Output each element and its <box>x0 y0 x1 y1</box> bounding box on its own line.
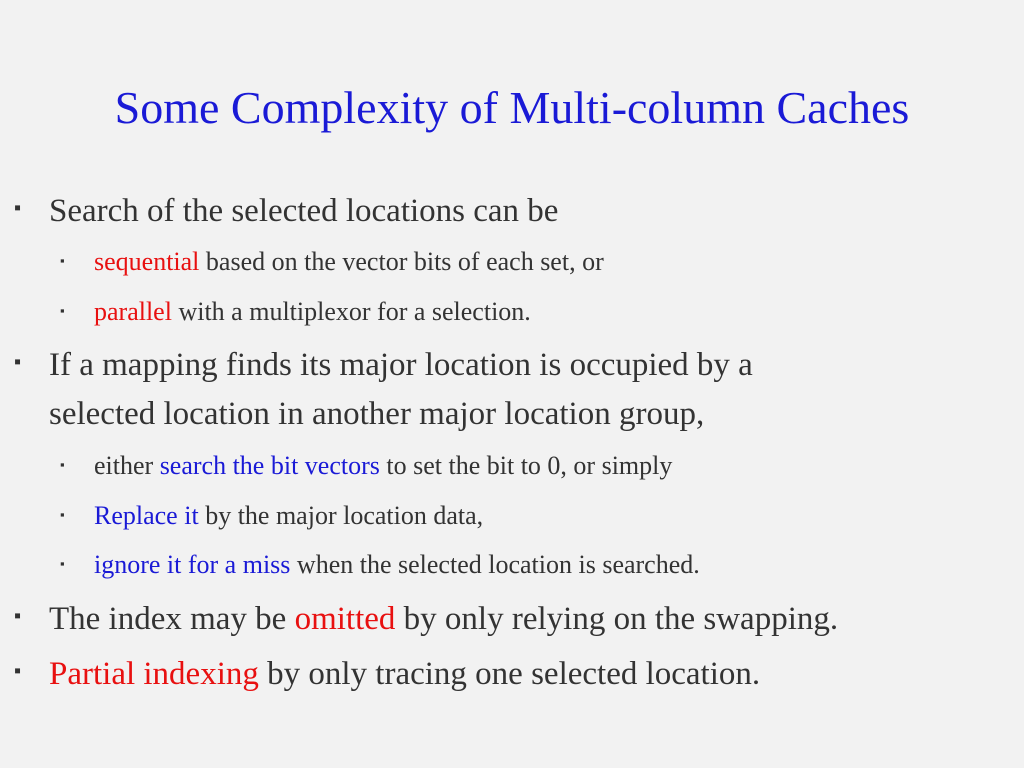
bullet-marker: ▪ <box>14 197 22 219</box>
bullet-marker: ▪ <box>14 660 22 682</box>
emphasis-red-text: sequential <box>94 247 200 276</box>
sub-bullet-text: with a multiplexor for a selection. <box>171 297 531 326</box>
bullet-partial-indexing <box>49 651 760 697</box>
emphasis-blue-text: search the bit vectors <box>159 451 380 480</box>
bullet-mapping-line-1: If a mapping finds its major location is occupied by a <box>49 347 753 383</box>
sub-bullet-ignore-it <box>94 548 700 582</box>
slide-title: Some Complexity of Multi-column Caches <box>114 82 910 133</box>
bullet-marker: ▪ <box>14 605 22 627</box>
bullet-index-omitted <box>49 596 838 642</box>
bullet-text: The index may be <box>49 601 295 637</box>
sub-bullet-text: by the major location data, <box>198 501 484 530</box>
bullet-text: by only relying on the swapping. <box>395 601 839 637</box>
sub-bullet-marker: ▪ <box>60 457 65 472</box>
emphasis-blue-text: ignore it for a miss <box>94 550 291 579</box>
bullet-text: Search of the selected locations can be <box>49 193 559 229</box>
sub-bullet-parallel <box>94 295 531 329</box>
sub-bullet-marker: ▪ <box>60 507 65 522</box>
sub-bullet-text: either <box>94 451 160 480</box>
sub-bullet-text: to set the bit to 0, or simply <box>379 451 673 480</box>
sub-bullet-text: based on the vector bits of each set, or <box>199 247 604 276</box>
sub-bullet-text: when the selected location is searched. <box>290 550 700 579</box>
sub-bullet-search-bit-vectors <box>94 449 672 483</box>
sub-bullet-marker: ▪ <box>60 303 65 318</box>
sub-bullet-marker: ▪ <box>60 556 65 571</box>
bullet-marker: ▪ <box>14 351 22 373</box>
sub-bullet-sequential <box>94 245 604 279</box>
bullet-mapping-line-2: selected location in another major location group, <box>49 396 705 432</box>
bullet-text: by only tracing one selected location. <box>258 656 761 692</box>
bullet-search-of-selected-locations <box>49 188 558 234</box>
emphasis-red-text: parallel <box>94 297 172 326</box>
emphasis-blue-text: Replace it <box>94 501 199 530</box>
sub-bullet-marker: ▪ <box>60 253 65 268</box>
emphasis-red-text: Partial indexing <box>49 656 259 692</box>
sub-bullet-replace-it <box>94 499 483 533</box>
emphasis-red-text: omitted <box>294 601 396 637</box>
